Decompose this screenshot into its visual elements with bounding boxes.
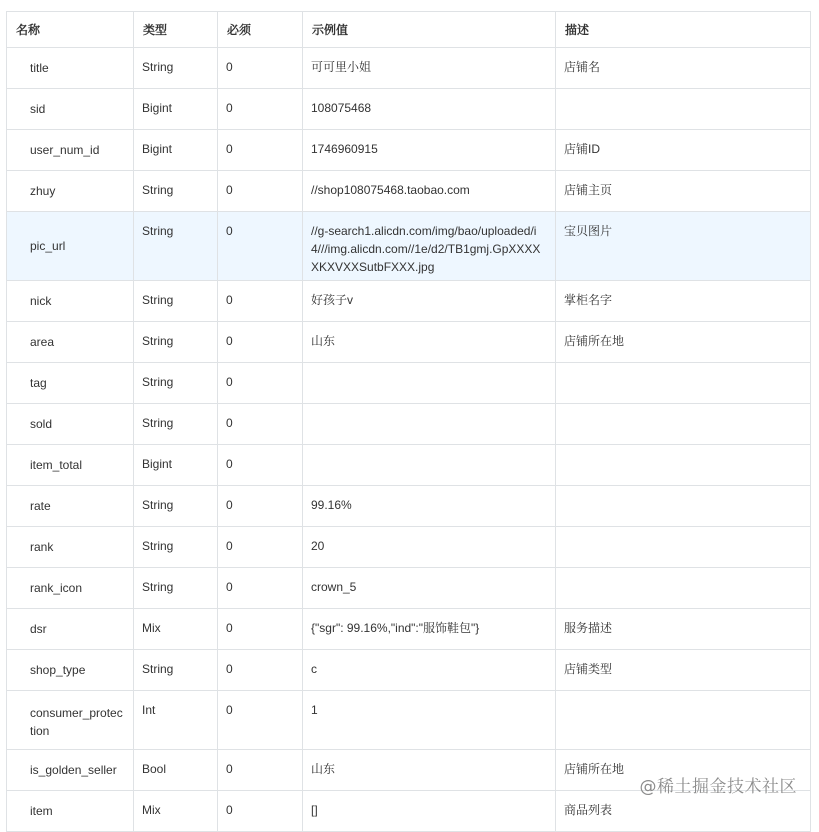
- cell-description: 店铺所在地: [556, 322, 811, 363]
- cell-required: 0: [218, 130, 303, 171]
- table-row: [7, 404, 811, 445]
- cell-required: 0: [218, 527, 303, 568]
- cell-example: {"sgr": 99.16%,"ind":"服饰鞋包"}: [303, 609, 556, 650]
- header-required: 必须: [218, 12, 303, 48]
- cell-required: 0: [218, 48, 303, 89]
- cell-required: 0: [218, 750, 303, 791]
- cell-type: Mix: [134, 609, 218, 650]
- cell-required: 0: [218, 171, 303, 212]
- cell-description: 掌柜名字: [556, 281, 811, 322]
- cell-description: [556, 527, 811, 568]
- cell-example: 山东: [303, 750, 556, 791]
- cell-example: [303, 445, 556, 486]
- cell-required: 0: [218, 650, 303, 691]
- cell-required: 0: [218, 568, 303, 609]
- cell-description: 店铺类型: [556, 650, 811, 691]
- cell-name: item: [7, 791, 134, 832]
- cell-type: Bool: [134, 750, 218, 791]
- table-row: [7, 650, 811, 691]
- cell-description: 店铺所在地: [556, 750, 811, 791]
- cell-name: rank: [7, 527, 134, 568]
- cell-required: 0: [218, 89, 303, 130]
- cell-description: 店铺ID: [556, 130, 811, 171]
- cell-type: Bigint: [134, 130, 218, 171]
- table-row: [7, 89, 811, 130]
- cell-name: nick: [7, 281, 134, 322]
- cell-example: 1746960915: [303, 130, 556, 171]
- cell-description: 店铺名: [556, 48, 811, 89]
- cell-required: 0: [218, 486, 303, 527]
- table-header-row: [7, 12, 811, 48]
- table-row: [7, 486, 811, 527]
- cell-required: 0: [218, 445, 303, 486]
- cell-name: is_golden_seller: [7, 750, 134, 791]
- cell-description: [556, 568, 811, 609]
- cell-description: 宝贝图片: [556, 212, 811, 281]
- cell-example: c: [303, 650, 556, 691]
- cell-description: [556, 445, 811, 486]
- cell-name: item_total: [7, 445, 134, 486]
- table-row: [7, 445, 811, 486]
- table-row: [7, 281, 811, 322]
- cell-type: String: [134, 404, 218, 445]
- cell-example: [303, 363, 556, 404]
- cell-required: 0: [218, 609, 303, 650]
- table-row: [7, 130, 811, 171]
- cell-required: 0: [218, 404, 303, 445]
- table-row: [7, 527, 811, 568]
- table-row: [7, 48, 811, 89]
- cell-name: shop_type: [7, 650, 134, 691]
- table-row: [7, 363, 811, 404]
- header-type: 类型: [134, 12, 218, 48]
- cell-required: 0: [218, 791, 303, 832]
- cell-type: String: [134, 212, 218, 281]
- cell-required: 0: [218, 212, 303, 281]
- cell-example: 好孩子v: [303, 281, 556, 322]
- cell-example: crown_5: [303, 568, 556, 609]
- cell-name: sold: [7, 404, 134, 445]
- cell-type: String: [134, 486, 218, 527]
- table-row-highlighted: [7, 212, 811, 281]
- table-row: [7, 171, 811, 212]
- cell-name: consumer_protection: [7, 691, 134, 750]
- cell-example: //shop108075468.taobao.com: [303, 171, 556, 212]
- header-example: 示例值: [303, 12, 556, 48]
- watermark: @稀土掘金技术社区: [639, 777, 797, 797]
- cell-name: user_num_id: [7, 130, 134, 171]
- cell-type: Bigint: [134, 89, 218, 130]
- cell-type: Bigint: [134, 445, 218, 486]
- header-name: 名称: [7, 12, 134, 48]
- cell-example: 山东: [303, 322, 556, 363]
- cell-name: zhuy: [7, 171, 134, 212]
- cell-type: Int: [134, 691, 218, 750]
- cell-type: String: [134, 363, 218, 404]
- cell-required: 0: [218, 691, 303, 750]
- cell-name: rate: [7, 486, 134, 527]
- cell-name: title: [7, 48, 134, 89]
- cell-name: pic_url: [7, 212, 134, 281]
- field-table: [6, 11, 811, 832]
- cell-required: 0: [218, 281, 303, 322]
- header-description: 描述: [556, 12, 811, 48]
- cell-example: 可可里小姐: [303, 48, 556, 89]
- cell-description: 商品列表: [556, 791, 811, 832]
- cell-name: tag: [7, 363, 134, 404]
- cell-type: String: [134, 171, 218, 212]
- cell-example: [303, 404, 556, 445]
- cell-description: 店铺主页: [556, 171, 811, 212]
- cell-example: 108075468: [303, 89, 556, 130]
- cell-type: Mix: [134, 791, 218, 832]
- table-row: [7, 609, 811, 650]
- table-row: [7, 322, 811, 363]
- cell-example: //g-search1.alicdn.com/img/bao/uploaded/i4///img.alicdn.com//1e/d2/TB1gmj.GpXXXXXKXVXXSutbFXXX.jpg: [303, 212, 556, 281]
- cell-name: sid: [7, 89, 134, 130]
- cell-example: []: [303, 791, 556, 832]
- cell-name: area: [7, 322, 134, 363]
- cell-type: String: [134, 281, 218, 322]
- cell-name: rank_icon: [7, 568, 134, 609]
- cell-example: 1: [303, 691, 556, 750]
- cell-description: [556, 691, 811, 750]
- table-row: [7, 568, 811, 609]
- cell-example: 20: [303, 527, 556, 568]
- cell-description: [556, 404, 811, 445]
- cell-description: [556, 363, 811, 404]
- cell-description: 服务描述: [556, 609, 811, 650]
- cell-required: 0: [218, 322, 303, 363]
- cell-type: String: [134, 527, 218, 568]
- cell-type: String: [134, 48, 218, 89]
- cell-type: String: [134, 322, 218, 363]
- table-row: [7, 691, 811, 750]
- cell-type: String: [134, 650, 218, 691]
- cell-required: 0: [218, 363, 303, 404]
- cell-name: dsr: [7, 609, 134, 650]
- cell-description: [556, 89, 811, 130]
- cell-description: [556, 486, 811, 527]
- cell-example: 99.16%: [303, 486, 556, 527]
- cell-type: String: [134, 568, 218, 609]
